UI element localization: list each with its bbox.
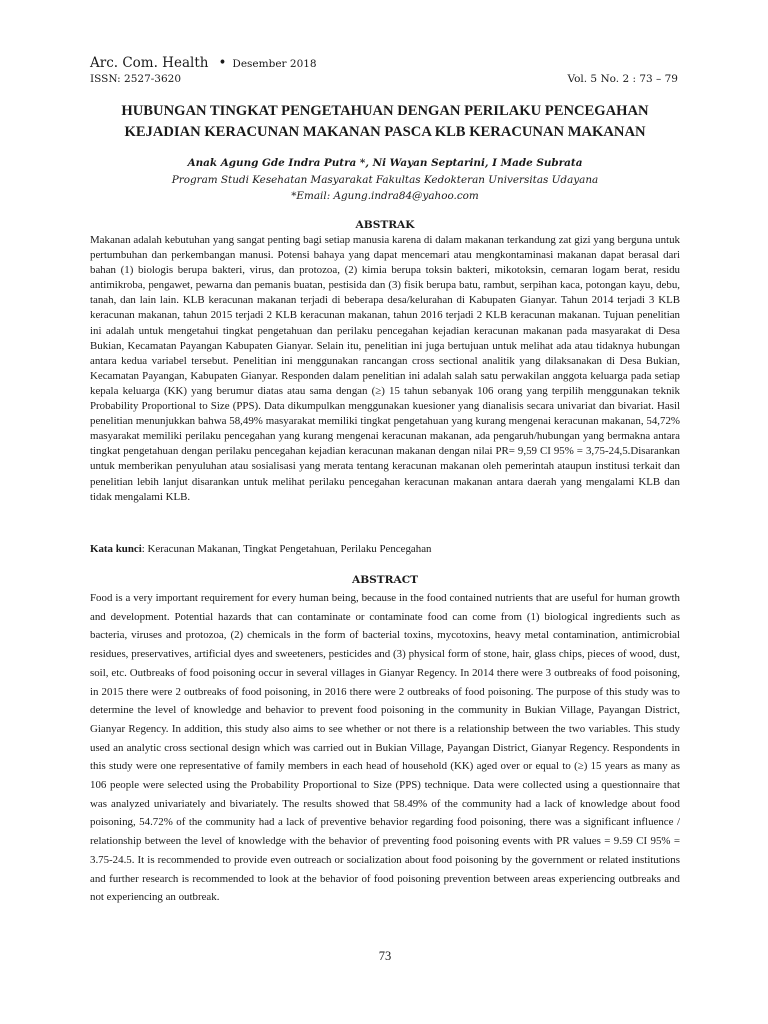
abstract-heading: ABSTRACT	[351, 574, 419, 586]
issue-date: Desember 2018	[232, 58, 317, 70]
issn: ISSN: 2527-3620	[90, 73, 182, 85]
keywords-text: : Keracunan Makanan, Tingkat Pengetahuan, Perilaku Pencegahan	[141, 543, 432, 555]
abstrak-heading: ABSTRAK	[355, 219, 415, 231]
paper-title: HUBUNGAN TINGKAT PENGETAHUAN DENGAN PERILAKU PENCEGAHAN KEJADIAN KERACUNAN MAKANAN PASCA KLB KERACUNAN MAKANAN	[121, 103, 649, 140]
journal-name: Arc. Com. Health	[90, 55, 209, 71]
authors: Anak Agung Gde Indra Putra *, Ni Wayan Septarini, I Made Subrata	[187, 157, 583, 169]
keywords	[90, 543, 680, 555]
abstrak-text: Makanan adalah kebutuhan yang sangat penting bagi setiap manusia karena di dalam makanan terkandung zat gizi yang berguna untuk pertumbuhan dan perkembangan manusi. Potensi bahaya yang dapat mencemari atau mengkontaminasi makanan dapat berasal dari bahan (1) biologis berupa bakteri, virus, dan protozoa, (2) kimia berupa toksin bakteri, mikotoksin, cemaran logam berat, residu antimikroba, pengawet, pewarna dan pemanis buatan, pestisida dan (3) fisik berupa batu, rambut, serpihan kaca, potongan kayu, debu, tanah, dan lain lain. KLB keracunan makanan terjadi di beberapa desa/kelurahan di Kabupaten Gianyar. Tahun 2014 terjadi 3 KLB keracunan makanan, tahun 2015 terjadi 2 KLB keracunan makanan, tahun 2016 terjadi 2 KLB keracunan makanan. Tujuan penelitian ini adalah untuk mengetahui tingkat pengetahuan dan perilaku pencegahan kejadian keracunan makanan pada masyarakat di Desa Bukian, Kecamatan Payangan Kabupaten Gianyar. Selain itu, penelitian ini juga bertujuan untuk melihat ada atau tidaknya hubungan antara kedua variabel tersebut. Penelitian ini menggunakan rancangan cross sectional analitik yang dilaksanakan di Desa Bukian, Kecamatan Payangan, Kabupaten Gianyar. Responden dalam penelitian ini adalah salah satu perwakilan anggota keluarga pada setiap kepala keluarga (KK) yang berumur diatas atau sama dengan (≥) 15 tahun sebanyak 106 orang yang terpilih menggunakan teknik Probability Proportional to Size (PPS). Data dikumpulkan menggunakan kuesioner yang dianalisis secara univariat dan bivariat. Hasil penelitian menunjukkan bahwa 58,49% masyarakat memiliki tingkat pengetahuan yang kurang mengenai keracunan makanan, 54,72% masyarakat memiliki perilaku pencegahan yang kurang mengenai keracunan makanan, ada pengaruh/hubungan yang bermakna antara tingkat pengetahuan dengan perilaku pencegahan kejadian keracunan makanan dengan nilai PR= 9,59 CI 95% = 3,75-24,5.Disarankan untuk memberikan penyuluhan atau sosialisasi yang merata tentang keracunan makanan oleh pemerintah ataupun institusi terkait dan penelitian lebih lanjut disarankan untuk melihat perilaku pencegahan keracunan makanan antara daerah yang mengalami KLB dan tidak mengalami KLB.	[90, 234, 680, 503]
volume-info: Vol. 5 No. 2 : 73 – 79	[567, 73, 678, 85]
bullet-separator: •	[218, 55, 227, 71]
affiliation: Program Studi Kesehatan Masyarakat Fakultas Kedokteran Universitas Udayana	[171, 174, 599, 186]
keywords-label: Kata kunci	[90, 543, 142, 555]
author-email: *Email: Agung.indra84@yahoo.com	[291, 190, 479, 202]
journal-header	[90, 55, 317, 71]
abstract-text: Food is a very important requirement for every human being, because in the food contained nutrients that are useful for human growth and development. Potential hazards that can contaminate or contaminate food can come from (1) biological ingredients such as bacteria, viruses and protozoa, (2) chemicals in the form of bacterial toxins, mycotoxins, heavy metal contamination, antimicrobial residues, preservatives, artificial dyes and sweeteners, pesticides and (3) physical form of stone, hair, glass chips, pieces of wood, dust, soil, etc. Outbreaks of food poisoning occur in several villages in Gianyar Regency. In 2014 there were 3 outbreaks of food poisoning, in 2015 there were 2 outbreaks of food poisoning, in 2016 there were 2 outbreaks of food poisoning. The purpose of this study was to determine the level of knowledge and behavior to prevent food poisoning in the community in Bukian Village, Payangan District, Gianyar Regency. In addition, this study also aims to see whether or not there is a relationship between the two variables. This study used an analytic cross sectional design which was carried out in Bukian Village, Payangan District, Gianyar Regency. Respondents in this study were one representative of family members in each head of household (KK) aged over or equal to (≥) 15 years as many as 106 people were selected using the Probability Proportional to Size (PPS) technique. Data were collected using a questionnaire that was analyzed univariately and bivariately. The results showed that 58.49% of the community had a lack of knowledge about food poisoning, 54.72% of the community had a lack of preventive behavior regarding food poisoning, there was a significant influence / relationship between the level of knowledge with the behavior of preventing food poisoning events with PR values = 9.59 CI 95% = 3.75-24.5. It is recommended to provide even outreach or socialization about food poisoning by the government or related institutions and further research is recommended to look at the behavior of food poisoning prevention between areas experiencing outbreaks and not experiencing an outbreak.	[90, 592, 680, 904]
page-number: 73	[378, 949, 392, 963]
